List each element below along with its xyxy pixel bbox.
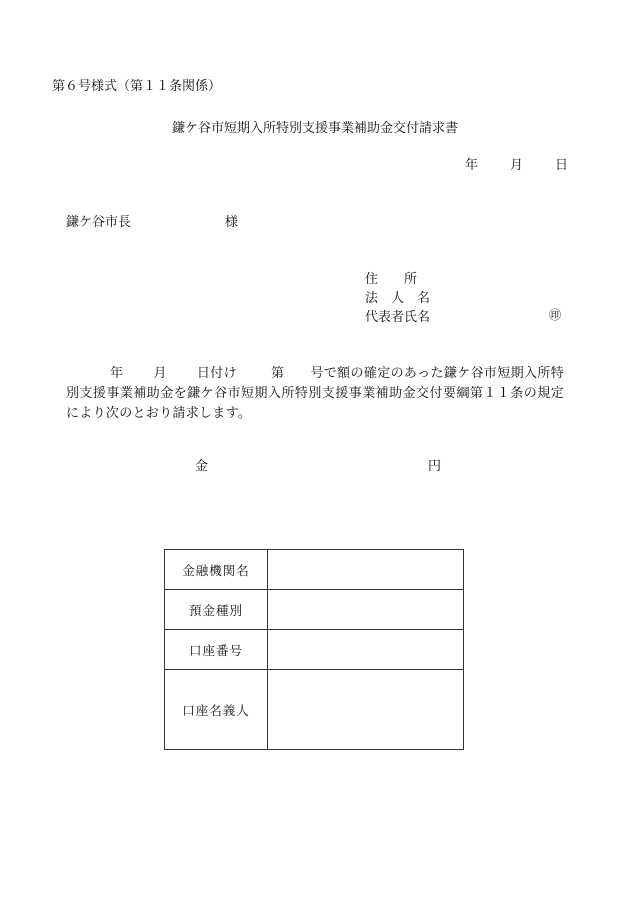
bank-name-label: 金融機関名 [165, 550, 268, 590]
document-title: 鎌ケ谷市短期入所特別支援事業補助金交付請求書 [171, 121, 458, 136]
addressee-honorific: 様 [225, 215, 239, 230]
representative-label: 代表者氏名 [365, 310, 431, 325]
deposit-type-field[interactable] [268, 590, 464, 630]
form-number: 第６号様式（第１１条関係） [52, 79, 222, 94]
request-body [66, 364, 564, 424]
table-row [165, 670, 464, 750]
date-month: 月 [510, 158, 524, 173]
body-text: 号で額の確定のあった鎌ケ谷市短期入所特別支援事業補助金を鎌ケ谷市短期入所特別支援事業補助金交付要綱第１１条の規定により次のとおり請求します。 [66, 366, 564, 421]
addressee [66, 216, 238, 229]
bank-name-field[interactable] [268, 550, 464, 590]
corporation-label: 法 人 名 [365, 291, 431, 306]
deposit-type-label: 預金種別 [165, 590, 268, 630]
date-year: 年 [465, 158, 479, 173]
amount-unit: 円 [428, 459, 442, 474]
addressee-name: 鎌ケ谷市長 [66, 215, 132, 230]
bank-account-table [164, 549, 464, 750]
body-no-prefix: 第 [270, 366, 285, 381]
account-holder-label: 口座名義人 [165, 670, 268, 750]
account-holder-field[interactable] [268, 670, 464, 750]
date-day: 日 [555, 158, 569, 173]
sender-block [365, 270, 430, 327]
table-row [165, 550, 464, 590]
body-year: 年 [110, 366, 124, 381]
address-label: 住 所 [365, 272, 418, 287]
amount-label: 金 [195, 459, 209, 474]
table-row [165, 630, 464, 670]
seal-mark: ㊞ [549, 308, 562, 322]
account-number-label: 口座番号 [165, 630, 268, 670]
date-line [465, 159, 568, 172]
account-number-field[interactable] [268, 630, 464, 670]
table-row [165, 590, 464, 630]
amount-line [195, 460, 441, 473]
body-dated: 日付け [196, 366, 237, 381]
body-month: 月 [153, 366, 167, 381]
